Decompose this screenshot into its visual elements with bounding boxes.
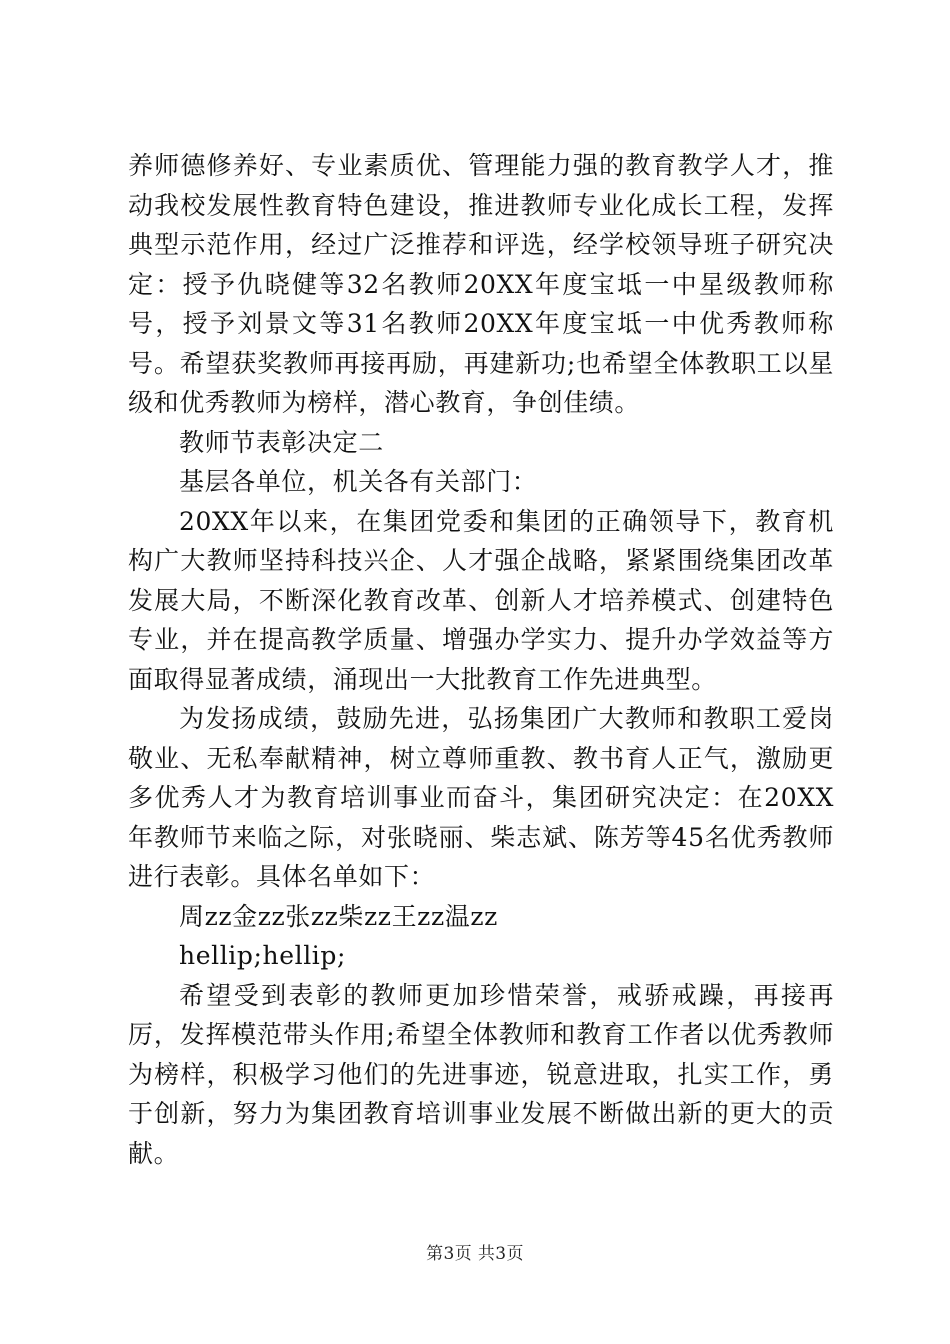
paragraph-background: 20XX年以来，在集团党委和集团的正确领导下，教育机构广大教师坚持科技兴企、人才强企战略，紧紧围绕集团改革发展大局，不断深化教育改革、创新人才培养模式、创建特色专业，并在提高教学质量、增强办学实力、提升办学效益等方面取得显著成绩，涌现出一大批教育工作先进典型。: [128, 506, 834, 694]
salutation: 基层各单位，机关各有关部门：: [179, 467, 538, 496]
page-footer: 第3页 共3页: [426, 1244, 524, 1264]
section-heading: 教师节表彰决定二: [179, 427, 384, 457]
ellipsis-line: hellip;hellip;: [179, 941, 347, 970]
paragraph-closing: 希望受到表彰的教师更加珍惜荣誉，戒骄戒躁，再接再厉，发挥模范带头作用;希望全体教师和教育工作者以优秀教师为榜样，积极学习他们的先进事迹，锐意进取，扎实工作，勇于创新，努力为集团教育培训事业发展不断做出新的更大的贡献。: [128, 980, 834, 1168]
paragraph-continuation: 养师德修养好、专业素质优、管理能力强的教育教学人才，推动我校发展性教育特色建设，推进教师专业化成长工程，发挥典型示范作用，经过广泛推荐和评选，经学校领导班子研究决定：授予仇晓健等32名教师20XX年度宝坻一中星级教师称号，授予刘景文等31名教师20XX年度宝坻一中优秀教师称号。希望获奖教师再接再励，再建新功;也希望全体教职工以星级和优秀教师为榜样，潜心教育，争创佳绩。: [128, 151, 834, 417]
name-list: 周zz金zz张zz柴zz王zz温zz: [179, 901, 498, 931]
document-body: [128, 146, 834, 1173]
paragraph-decision: 为发扬成绩，鼓励先进，弘扬集团广大教师和教职工爱岗敬业、无私奉献精神，树立尊师重教、教书育人正气，激励更多优秀人才为教育培训事业而奋斗，集团研究决定：在20XX年教师节来临之际，对张晓丽、柴志斌、陈芳等45名优秀教师进行表彰。具体名单如下：: [128, 704, 834, 891]
